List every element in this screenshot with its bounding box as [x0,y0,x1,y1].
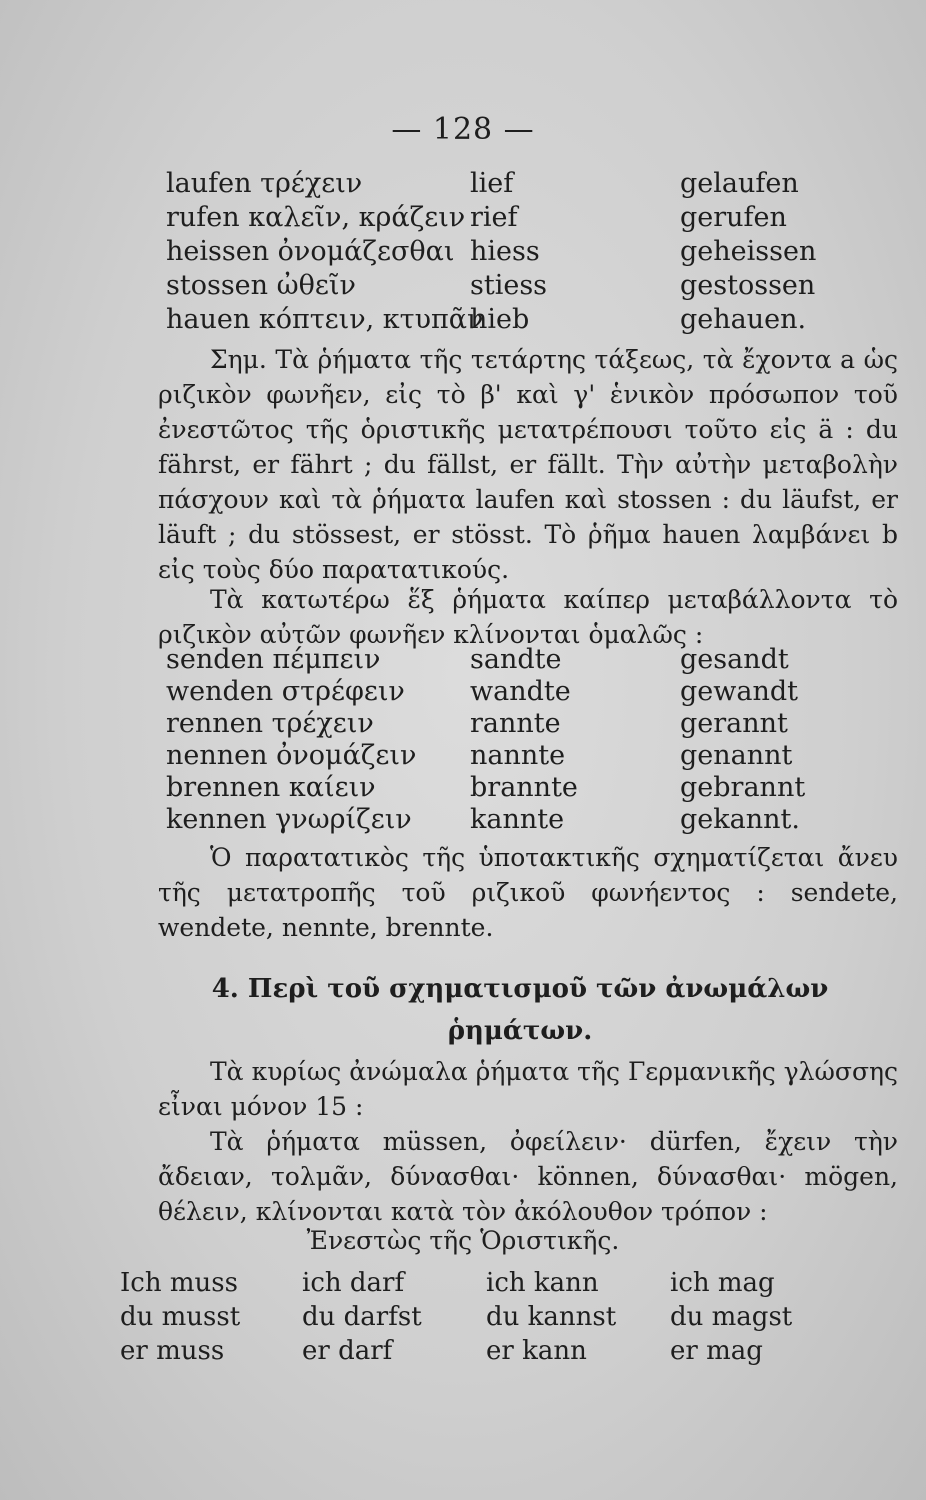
conjugation-form: ich darf [302,1268,405,1298]
conjugation-form: er darf [302,1336,393,1366]
conjugation-form: du musst [120,1302,241,1332]
section-heading: 4. Περὶ τοῦ σχηματισμοῦ τῶν ἀνωμάλων ῥημάτων. [211,974,829,1046]
conjugation-column [486,1266,616,1368]
conjugation-form: du darfst [302,1302,422,1332]
verb-past: lief [470,168,514,199]
conjugation-form: du kannst [486,1302,617,1332]
verb-participle: gewandt [680,676,798,707]
verb-past: wandte [470,676,571,707]
subheading: Ἐνεστὼς τῆς Ὁριστικῆς. [306,1226,620,1255]
verb-participle: gesandt [680,644,789,675]
conjugation-column [302,1266,422,1368]
conjugation-form: er kann [486,1336,587,1366]
verb-infinitive: laufen τρέχειν [166,168,363,199]
verb-infinitive: rufen καλεῖν, κράζειν [166,202,466,233]
verb-infinitive: rennen τρέχειν [166,708,374,739]
verb-infinitive: nennen ὀνομάζειν [166,740,417,771]
verb-infinitive: brennen καίειν [166,772,376,803]
verb-participle: gebrannt [680,772,806,803]
verb-past: rief [470,202,518,233]
note-paragraph: Σημ. Τὰ ῥήματα τῆς τετάρτης τάξεως, τὰ ἔχοντα a ὡς ριζικὸν φωνῆεν, εἰς τὸ β' καὶ γ' ἑνικὸν πρόσωπον τοῦ ἐνεστῶτος τῆς ὁριστικῆς μετατρέπουσι τοῦτο εἰς ä : du fährst, er fährt ; du fällst, er fällt. Τὴν αὐτὴν μεταβολὴν πάσχουν καὶ τὰ ῥήματα laufen καὶ stossen : du läufst, er läuft ; du stössest, er stösst. Τὸ ῥῆμα hauen λαμβάνει b εἰς τοὺς δύο παρατατικούς. [158,345,898,584]
verb-participle: gehauen. [680,304,807,335]
note-paragraph: Ὁ παρατατικὸς τῆς ὑποτακτικῆς σχηματίζεται ἄνευ τῆς μετατροπῆς τοῦ ριζικοῦ φωνήεντος : sendete, wendete, nennte, brennte. [158,843,898,942]
verb-past: hieb [470,304,530,335]
verb-infinitive: senden πέμπειν [166,644,381,675]
conjugation-column [670,1266,792,1368]
verb-participle: geheissen [680,236,817,267]
conjugation-form: er mag [670,1336,763,1366]
verb-infinitive: heissen ὀνομάζεσθαι [166,236,455,267]
verb-participle: gerannt [680,708,788,739]
verb-past: nannte [470,740,566,771]
verb-infinitive: hauen κόπτειν, κτυπᾶν [166,304,484,335]
verb-past: brannte [470,772,578,803]
verb-participle: gestossen [680,270,816,301]
body-paragraph: Τὰ κυρίως ἀνώμαλα ῥήματα τῆς Γερμανικῆς γλώσσης εἶναι μόνον 15 : [158,1057,898,1121]
verb-participle: gerufen [680,202,787,233]
verb-participle: gekannt. [680,804,800,835]
verb-participle: genannt [680,740,793,771]
verb-past: hiess [470,236,540,267]
intro-paragraph: Τὰ κατωτέρω ἕξ ῥήματα καίπερ μεταβάλλοντα τὸ ριζικὸν αὐτῶν φωνῆεν κλίνονται ὁμαλῶς : [158,585,898,649]
table-row [0,304,926,344]
verb-infinitive: kennen γνωρίζειν [166,804,412,835]
conjugation-form: er muss [120,1336,225,1366]
body-paragraph: Τὰ ῥήματα müssen, ὀφείλειν· dürfen, ἔχειν τὴν ἄδειαν, τολμᾶν, δύνασθαι· können, δύνασθαι· mögen, θέλειν, κλίνονται κατὰ τὸν ἀκόλουθον τρόπον : [158,1127,898,1226]
verb-infinitive: wenden στρέφειν [166,676,405,707]
conjugation-form: ich kann [486,1268,599,1298]
conjugation-form: Ich muss [120,1268,238,1298]
verb-past: kannte [470,804,565,835]
conjugation-form: ich mag [670,1268,775,1298]
verb-infinitive: stossen ὠθεῖν [166,270,356,301]
verb-past: rannte [470,708,561,739]
verb-participle: gelaufen [680,168,799,199]
conjugation-form: du magst [670,1302,793,1332]
conjugation-column [120,1266,240,1368]
table-row [0,804,926,844]
verb-past: sandte [470,644,562,675]
page-number: — 128 — [391,112,535,147]
verb-past: stiess [470,270,548,301]
